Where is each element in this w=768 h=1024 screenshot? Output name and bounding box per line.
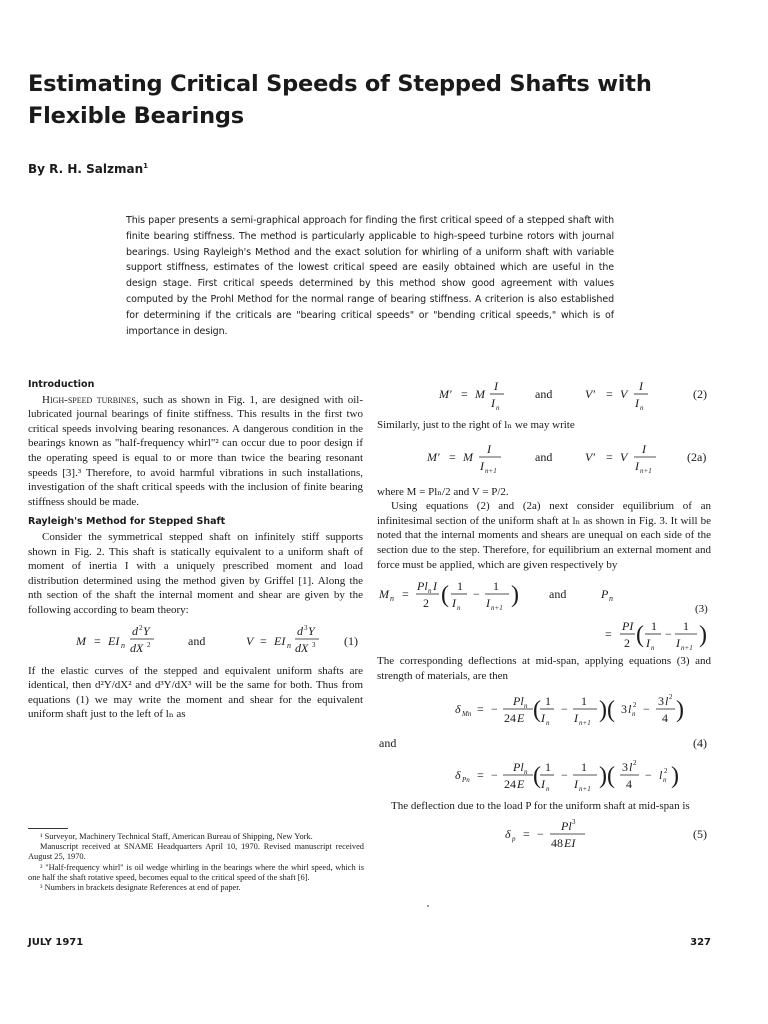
- svg-text:(: (: [636, 622, 644, 649]
- byline: [28, 162, 148, 176]
- svg-text:PI: PI: [622, 619, 634, 634]
- svg-text:V′: V′: [585, 449, 595, 464]
- svg-text:dX: dX: [130, 640, 144, 655]
- equation-1-number: (1): [344, 633, 358, 648]
- svg-text:=: =: [94, 633, 101, 648]
- footnotes: [28, 832, 364, 893]
- svg-text:P: P: [601, 587, 609, 602]
- svg-text:n: n: [546, 719, 550, 728]
- svg-text:−: −: [665, 627, 672, 642]
- svg-text:n+1: n+1: [640, 466, 652, 475]
- equation-3-and: and: [549, 587, 567, 602]
- svg-text:I: I: [639, 379, 643, 393]
- svg-text:(: (: [533, 763, 541, 790]
- svg-text:EI: EI: [108, 633, 120, 648]
- svg-text:24: 24: [504, 711, 516, 726]
- svg-text:−: −: [473, 587, 480, 602]
- svg-text:n: n: [390, 594, 394, 604]
- svg-text:I: I: [480, 458, 484, 473]
- svg-text:=: =: [477, 768, 484, 783]
- intro-lead-in: High-speed turbines,: [42, 393, 139, 406]
- equation-3-number: (3): [695, 603, 708, 616]
- author-name: By R. H. Salzman: [28, 162, 144, 176]
- intro-paragraph: [28, 393, 363, 510]
- svg-text:48: 48: [551, 835, 563, 850]
- svg-text:V: V: [620, 449, 628, 464]
- equation-2a-number: (2a): [687, 449, 707, 464]
- footer-date: JULY 1971: [28, 937, 84, 948]
- svg-text:3: 3: [621, 702, 627, 717]
- svg-text:n: n: [546, 785, 550, 794]
- svg-text:M: M: [463, 449, 473, 464]
- svg-text:I: I: [574, 711, 578, 726]
- svg-text:I: I: [491, 396, 495, 410]
- svg-text:2: 2: [633, 759, 637, 768]
- svg-text:I: I: [541, 711, 545, 726]
- svg-text:M′: M′: [439, 387, 452, 401]
- svg-text:n: n: [609, 594, 613, 604]
- right-column: [377, 378, 711, 854]
- right-paragraph-uniform-deflection: The deflection due to the load P for the uniform shaft at mid-span is: [391, 800, 690, 813]
- svg-text:1: 1: [457, 579, 463, 594]
- svg-text:EI: EI: [564, 835, 576, 850]
- svg-text:3: 3: [622, 760, 628, 775]
- equation-4-number: (4): [693, 736, 707, 751]
- equation-1-and: and: [188, 633, 206, 648]
- title-line-2: Flexible Bearings: [28, 103, 244, 129]
- svg-text:Y: Y: [143, 623, 150, 638]
- svg-text:3: 3: [312, 640, 316, 649]
- svg-text:): ): [699, 622, 707, 649]
- intro-text: such as shown in Fig. 1, are designed with oil-lubricated journal bearings of finite stiffness. This results in the first two critical speeds involving bearing resonances. A dangerous condition in the bearings known as "half-frequency whirl"² can occur due to poor design if the operating speed is equal to or more than twice the bearing resonant speeds [3].³ Therefore, to avoid harmful vibrations in such installations, investigation of the shaft critical speeds with the inclusion of finite bearing stiffness should be made.: [28, 393, 363, 508]
- svg-text:−: −: [561, 702, 568, 717]
- right-paragraph-deflections: The corresponding deflections at mid-span, applying equations (3) and strength of materials, are then: [377, 655, 711, 682]
- svg-text:24: 24: [504, 777, 516, 792]
- equation-2a: [377, 433, 711, 485]
- svg-text:dX: dX: [295, 640, 309, 655]
- svg-text:EI: EI: [274, 633, 286, 648]
- svg-text:M: M: [475, 387, 485, 401]
- svg-text:δ: δ: [455, 768, 461, 783]
- svg-text:n: n: [663, 776, 667, 785]
- section-heading-rayleigh: Rayleigh's Method for Stepped Shaft: [28, 516, 226, 528]
- footnote-1: ¹ Surveyor, Machinery Technical Staff, American Bureau of Shipping, New York.: [40, 832, 313, 841]
- svg-text:l: l: [665, 694, 669, 709]
- svg-text:=: =: [606, 449, 613, 464]
- equation-5-number: (5): [693, 826, 707, 841]
- svg-text:2: 2: [664, 767, 668, 776]
- page-number: 327: [690, 937, 711, 948]
- svg-text:3: 3: [304, 623, 308, 632]
- svg-text:Y: Y: [308, 623, 315, 638]
- svg-text:Pl: Pl: [513, 760, 524, 775]
- scan-speck: [427, 905, 429, 907]
- svg-text:2: 2: [624, 636, 630, 651]
- svg-text:4: 4: [626, 777, 632, 792]
- paper-title: [28, 68, 728, 132]
- svg-text:−: −: [561, 768, 568, 783]
- svg-text:4: 4: [662, 711, 668, 726]
- svg-text:δ: δ: [455, 702, 461, 717]
- svg-text:I: I: [494, 379, 498, 393]
- svg-text:n: n: [287, 640, 291, 650]
- svg-text:Pl: Pl: [417, 579, 428, 594]
- svg-text:−: −: [537, 826, 544, 841]
- section-heading-introduction: Introduction: [28, 379, 95, 390]
- footnote-manuscript: Manuscript received at SNAME Headquarters April 10, 1970. Revised manuscript received August 25, 1970.: [28, 842, 364, 862]
- footnote-rule: [28, 828, 68, 829]
- svg-text:I: I: [487, 441, 491, 456]
- svg-text:(: (: [533, 697, 541, 724]
- svg-text:Pl: Pl: [561, 818, 572, 833]
- equation-4: [377, 683, 711, 799]
- svg-text:I: I: [574, 777, 578, 792]
- svg-text:V′: V′: [585, 387, 595, 401]
- svg-text:n: n: [524, 768, 528, 777]
- svg-text:l: l: [659, 768, 663, 783]
- svg-text:V: V: [620, 387, 628, 401]
- svg-text:)(: )(: [599, 697, 615, 724]
- svg-text:n+1: n+1: [491, 604, 503, 613]
- svg-text:1: 1: [581, 760, 587, 775]
- right-paragraph-where: where M = Plₙ/2 and V = P/2.: [377, 485, 509, 498]
- svg-text:1: 1: [493, 579, 499, 594]
- svg-text:E: E: [517, 777, 525, 792]
- svg-text:I: I: [433, 579, 437, 594]
- svg-text:1: 1: [581, 694, 587, 709]
- equation-1: [28, 618, 363, 664]
- svg-text:2: 2: [423, 596, 429, 611]
- svg-text:I: I: [452, 596, 456, 611]
- svg-text:1: 1: [651, 619, 657, 634]
- svg-text:n: n: [524, 702, 528, 711]
- equation-4-and: and: [379, 736, 397, 751]
- svg-text:I: I: [635, 458, 639, 473]
- svg-text:V: V: [246, 633, 254, 648]
- svg-text:I: I: [642, 441, 646, 456]
- svg-text:n+1: n+1: [579, 785, 591, 794]
- title-line-1: Estimating Critical Speeds of Stepped Shafts with: [28, 71, 652, 97]
- svg-text:n: n: [121, 640, 125, 650]
- abstract: This paper presents a semi-graphical approach for finding the first critical speed of a stepped shaft with finite bearing stiffness. The method is particularly applicable to high-speed turbine rotors with journal bearings. Using Rayleigh's Method and the exact solution for whirling of a uniform shaft with variable support stiffness, estimates of the lowest critical speed are easily obtained which are useful in the design stage. First critical speeds determined by this method show good agreement with values computed by the Prohl Method for the normal range of bearing stiffness. A criterion is also established for determining if the criticals are "bearing critical speeds" or "bending critical speeds," which is of importance in design.: [126, 215, 614, 337]
- svg-text:I: I: [486, 596, 490, 611]
- svg-text:n+1: n+1: [681, 644, 693, 653]
- svg-text:n: n: [632, 710, 636, 719]
- svg-text:M′: M′: [427, 449, 440, 464]
- svg-text:=: =: [260, 633, 267, 648]
- svg-text:E: E: [517, 711, 525, 726]
- footnote-2: ² "Half-frequency whirl" is oil wedge whirling in the bearings where the whirl speed, which is one half the shaft rotative speed, becomes equal to the critical speed of the shaft [6].: [28, 862, 364, 882]
- right-paragraph-equilibrium: Using equations (2) and (2a) next consider equilibrium of an infinitesimal section of the uniform shaft at lₙ as shown in Fig. 3. It will be noted that the internal moments and shears are unequal on each side of the section due to the step. Therefore, for equilibrium an external moment and force must be applied, which are given respectively by: [377, 500, 711, 571]
- svg-text:3: 3: [658, 694, 664, 709]
- svg-text:I: I: [646, 636, 650, 651]
- equation-5: [377, 814, 711, 854]
- svg-text:=: =: [461, 387, 468, 401]
- svg-text:n: n: [457, 604, 461, 613]
- svg-text:−: −: [643, 702, 650, 717]
- elastic-curve-paragraph: If the elastic curves of the stepped and equivalent uniform shafts are identical, then d²Y/dX² and d³Y/dX³ will be the same for both. Thus from equations (1) we may write the moment and shear for the equivalent uniform shaft just to the left of lₙ as: [28, 664, 363, 721]
- svg-text:I: I: [676, 636, 680, 651]
- equation-2-number: (2): [693, 387, 707, 401]
- svg-text:3: 3: [572, 817, 576, 826]
- svg-text:)(: )(: [599, 763, 615, 790]
- svg-text:l: l: [629, 760, 633, 775]
- svg-text:−: −: [491, 768, 498, 783]
- svg-text:2: 2: [669, 693, 673, 702]
- svg-text:l: l: [628, 702, 632, 717]
- svg-text:=: =: [605, 627, 612, 642]
- svg-text:1: 1: [545, 694, 551, 709]
- svg-text:=: =: [477, 702, 484, 717]
- svg-text:1: 1: [683, 619, 689, 634]
- svg-text:I: I: [541, 777, 545, 792]
- svg-text:n+1: n+1: [579, 719, 591, 728]
- svg-text:Pn: Pn: [462, 776, 470, 785]
- svg-text:p: p: [512, 834, 516, 843]
- equation-2-and: and: [535, 387, 553, 401]
- svg-text:=: =: [523, 826, 530, 841]
- svg-text:I: I: [635, 396, 639, 410]
- svg-text:−: −: [491, 702, 498, 717]
- svg-text:n: n: [651, 644, 655, 653]
- svg-text:): ): [671, 763, 679, 790]
- svg-text:): ): [676, 697, 684, 724]
- svg-text:Mn: Mn: [462, 710, 472, 719]
- svg-text:): ): [511, 582, 519, 609]
- equation-2a-and: and: [535, 449, 553, 464]
- svg-text:δ: δ: [505, 826, 511, 841]
- svg-text:2: 2: [139, 623, 143, 632]
- svg-text:=: =: [449, 449, 456, 464]
- left-column: [28, 378, 363, 722]
- svg-text:−: −: [645, 768, 652, 783]
- svg-text:(: (: [441, 582, 449, 609]
- svg-text:M: M: [379, 587, 389, 602]
- svg-text:n+1: n+1: [485, 466, 497, 475]
- footnote-3: ³ Numbers in brackets designate References at end of paper.: [40, 883, 241, 893]
- svg-text:2: 2: [633, 701, 637, 710]
- svg-text:d: d: [132, 623, 138, 638]
- svg-text:n: n: [640, 404, 644, 412]
- svg-text:n: n: [496, 404, 500, 412]
- svg-text:1: 1: [545, 760, 551, 775]
- svg-text:d: d: [297, 623, 303, 638]
- svg-text:=: =: [606, 387, 613, 401]
- svg-text:=: =: [402, 587, 409, 602]
- right-paragraph-similarly: Similarly, just to the right of lₙ we may write: [377, 419, 575, 431]
- equation-2: [377, 378, 711, 418]
- equation-3: [377, 572, 711, 654]
- svg-text:n: n: [428, 587, 432, 596]
- rayleigh-paragraph: Consider the symmetrical stepped shaft on infinitely stiff supports shown in Fig. 2. This shaft is statically equivalent to a uniform shaft of moment of inertia I with a uniquely prescribed moment and load distribution determined using the method given by Griffel [1]. Along the nth section of the shaft the internal moment and shear are given by the following according to beam theory:: [28, 530, 363, 616]
- svg-text:2: 2: [147, 640, 151, 649]
- author-footnote-mark: 1: [143, 162, 148, 170]
- svg-text:Pl: Pl: [513, 694, 524, 709]
- svg-text:M: M: [76, 633, 86, 648]
